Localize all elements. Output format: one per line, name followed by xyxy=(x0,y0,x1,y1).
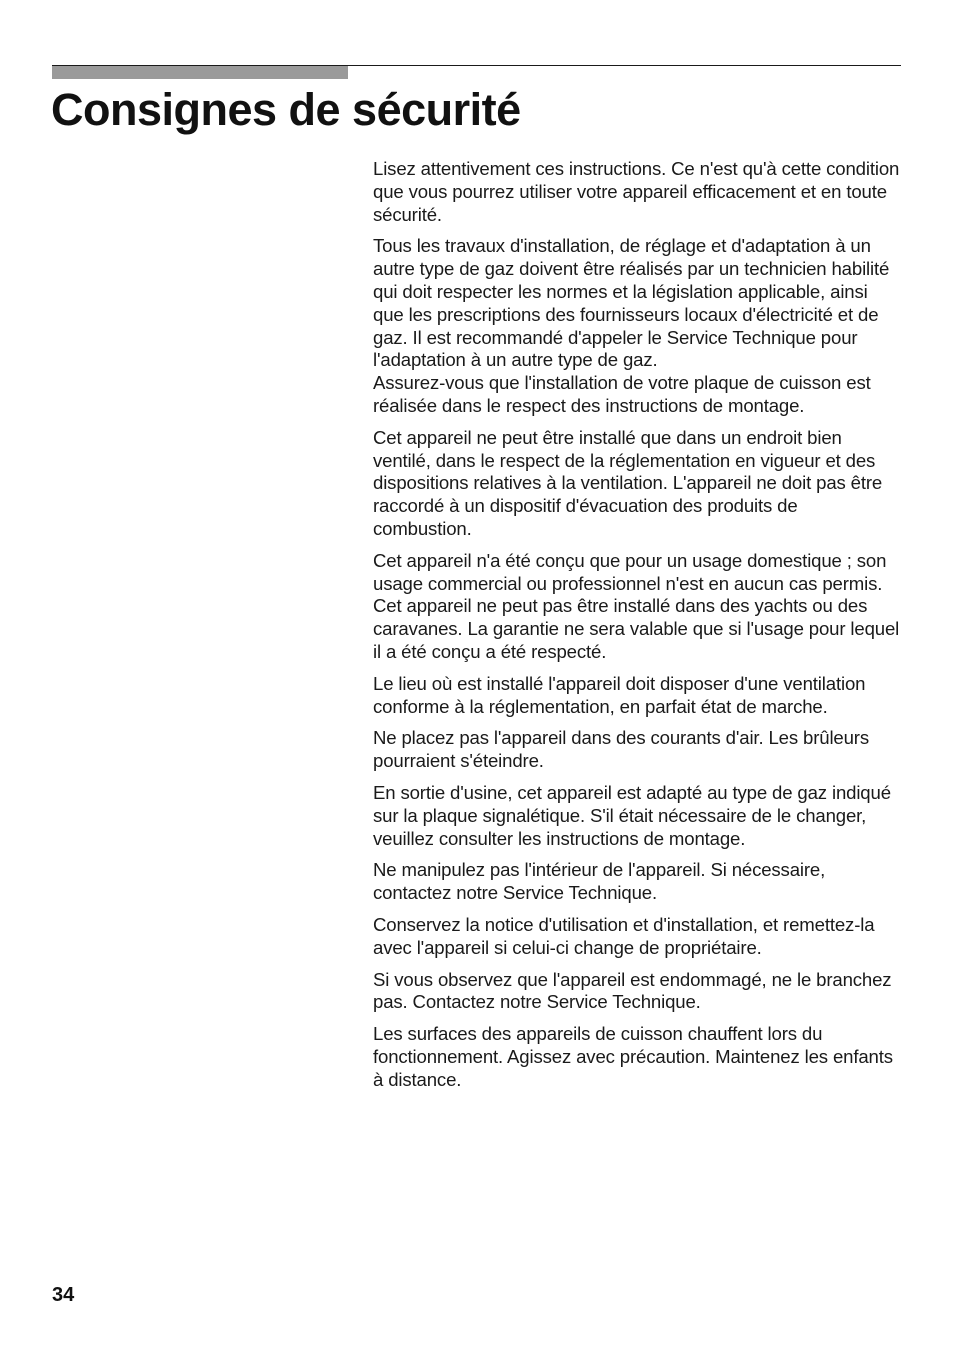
paragraph-keep-manual: Conservez la notice d'utilisation et d'installation, et remettez-la avec l'appareil si celui-ci change de propriétaire. xyxy=(373,913,875,958)
paragraph-domestic-use: Cet appareil n'a été conçu que pour un usage domestique ; son usage commercial ou professionnel n'est en aucun cas permis. Cet appareil ne peut pas être installé dans des yachts ou des caravanes. La garantie ne sera valable que si l'usage pour lequel il a été conçu a été respecté. xyxy=(373,549,900,662)
paragraph-draughts: Ne placez pas l'appareil dans des courants d'air. Les brûleurs pourraient s'éteindre. xyxy=(373,727,869,772)
paragraph-installation-work: Tous les travaux d'installation, de réglage et d'adaptation à un autre type de gaz doivent être réalisés par un technicien habilité qui doit respecter les normes et la législation applicable, ainsi que les prescriptions des fournisseurs locaux d'électricité et de gaz. Il est recommandé d'appeler le Service Technique pour l'adaptation à un autre type de gaz. xyxy=(373,235,890,371)
safety-instructions xyxy=(373,158,901,1100)
paragraph-do-not-tamper: Ne manipulez pas l'intérieur de l'appareil. Si nécessaire, contactez notre Service Technique. xyxy=(373,859,826,904)
paragraph-gas-type: En sortie d'usine, cet appareil est adapté au type de gaz indiqué sur la plaque signalétique. S'il était nécessaire de le changer, veuillez consulter les instructions de montage. xyxy=(373,781,891,849)
header-accent-bar xyxy=(52,66,348,79)
paragraph-damaged-appliance: Si vous observez que l'appareil est endommagé, ne le branchez pas. Contactez notre Service Technique. xyxy=(373,968,892,1013)
paragraph-room-ventilation: Le lieu où est installé l'appareil doit disposer d'une ventilation conforme à la réglementation, en parfait état de marche. xyxy=(373,672,866,717)
paragraph-hot-surfaces: Les surfaces des appareils de cuisson chauffent lors du fonctionnement. Agissez avec précaution. Maintenez les enfants à distance. xyxy=(373,1023,893,1090)
paragraph-mounting-instructions: Assurez-vous que l'installation de votre plaque de cuisson est réalisée dans le respect des instructions de montage. xyxy=(373,372,871,416)
paragraph-ventilation: Cet appareil ne peut être installé que dans un endroit bien ventilé, dans le respect de la réglementation en vigueur et des dispositions relatives à la ventilation. L'appareil ne doit pas être raccordé à un dispositif d'évacuation des produits de combustion. xyxy=(373,426,883,539)
paragraph-read-instructions: Lisez attentivement ces instructions. Ce n'est qu'à cette condition que vous pourrez utiliser votre appareil efficacement et en toute sécurité. xyxy=(373,158,900,225)
page-title: Consignes de sécurité xyxy=(51,84,521,135)
page-number: 34 xyxy=(52,1284,75,1306)
